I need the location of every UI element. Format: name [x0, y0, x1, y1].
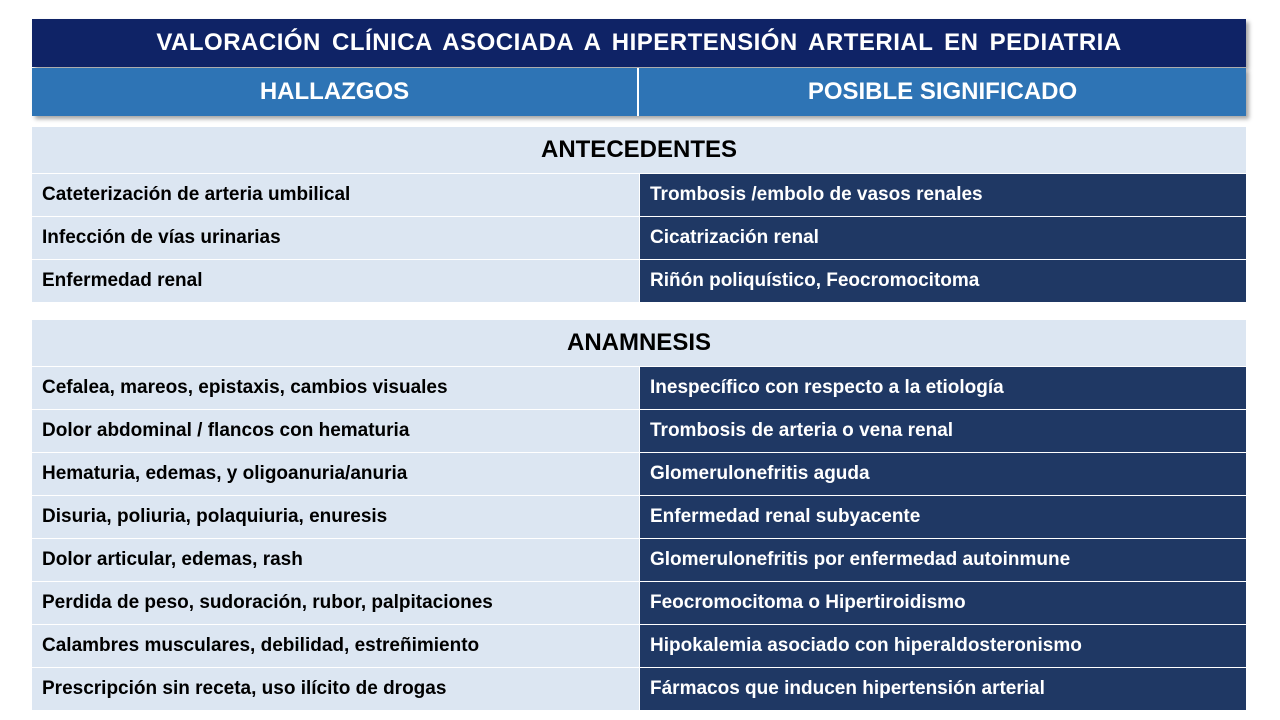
finding-cell: Infección de vías urinarias — [32, 217, 639, 259]
finding-cell: Prescripción sin receta, uso ilícito de drogas — [32, 668, 639, 710]
table-row — [32, 173, 1246, 216]
table-row — [32, 452, 1246, 495]
page-title: VALORACIÓN CLÍNICA ASOCIADA A HIPERTENSIÓN ARTERIAL EN PEDIATRIA — [32, 19, 1246, 67]
meaning-cell: Glomerulonefritis por enfermedad autoinmune — [639, 539, 1246, 581]
section-title-anamnesis: ANAMNESIS — [32, 320, 1246, 366]
meaning-cell: Fármacos que inducen hipertensión arterial — [639, 668, 1246, 710]
column-header-findings: HALLAZGOS — [32, 68, 639, 116]
finding-cell: Calambres musculares, debilidad, estreñimiento — [32, 625, 639, 667]
antecedentes-table — [32, 127, 1246, 302]
meaning-cell: Glomerulonefritis aguda — [639, 453, 1246, 495]
anamnesis-table — [32, 320, 1246, 710]
meaning-cell: Trombosis /embolo de vasos renales — [639, 174, 1246, 216]
table-row — [32, 538, 1246, 581]
meaning-cell: Trombosis de arteria o vena renal — [639, 410, 1246, 452]
meaning-cell: Cicatrización renal — [639, 217, 1246, 259]
finding-cell: Hematuria, edemas, y oligoanuria/anuria — [32, 453, 639, 495]
section-title-antecedentes: ANTECEDENTES — [32, 127, 1246, 173]
table-row — [32, 366, 1246, 409]
meaning-cell: Inespecífico con respecto a la etiología — [639, 367, 1246, 409]
finding-cell: Cateterización de arteria umbilical — [32, 174, 639, 216]
finding-cell: Enfermedad renal — [32, 260, 639, 302]
finding-cell: Dolor articular, edemas, rash — [32, 539, 639, 581]
meaning-cell: Feocromocitoma o Hipertiroidismo — [639, 582, 1246, 624]
finding-cell: Cefalea, mareos, epistaxis, cambios visuales — [32, 367, 639, 409]
column-header-meaning: POSIBLE SIGNIFICADO — [639, 68, 1246, 116]
finding-cell: Disuria, poliuria, polaquiuria, enuresis — [32, 496, 639, 538]
finding-cell: Dolor abdominal / flancos con hematuria — [32, 410, 639, 452]
table-row — [32, 259, 1246, 302]
table-row — [32, 624, 1246, 667]
table-row — [32, 495, 1246, 538]
table-row — [32, 667, 1246, 710]
meaning-cell: Riñón poliquístico, Feocromocitoma — [639, 260, 1246, 302]
meaning-cell: Enfermedad renal subyacente — [639, 496, 1246, 538]
table-row — [32, 216, 1246, 259]
table-row — [32, 409, 1246, 452]
meaning-cell: Hipokalemia asociado con hiperaldosteronismo — [639, 625, 1246, 667]
finding-cell: Perdida de peso, sudoración, rubor, palpitaciones — [32, 582, 639, 624]
column-header-row — [32, 68, 1246, 116]
table-row — [32, 581, 1246, 624]
